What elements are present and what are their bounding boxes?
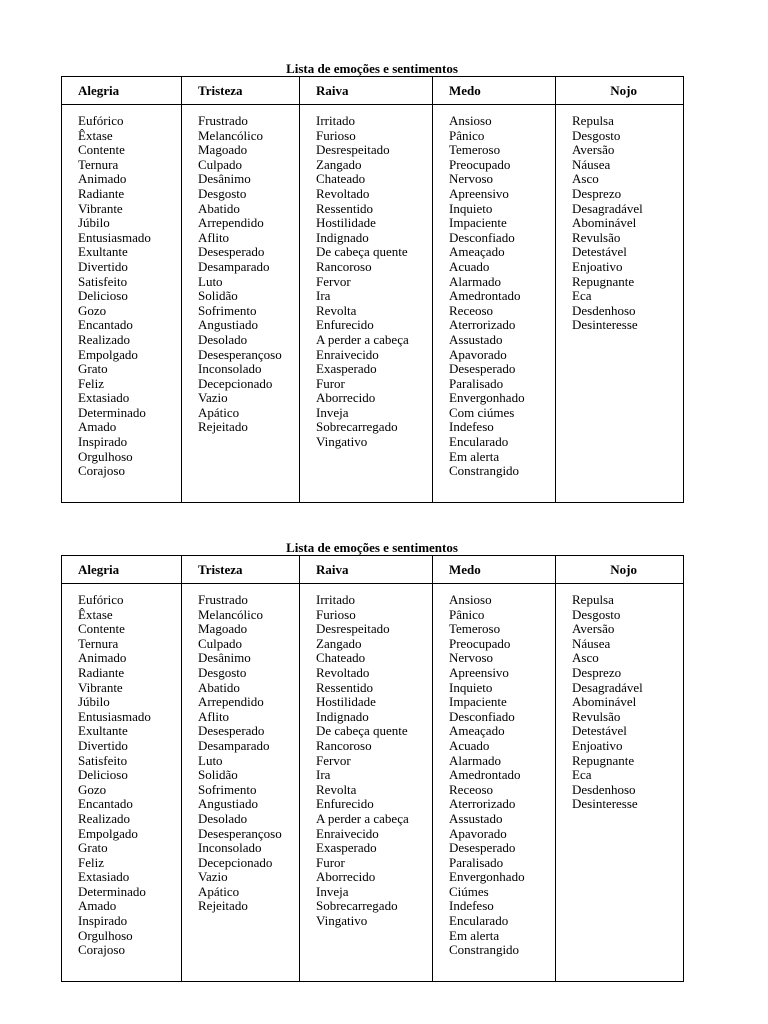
emotion-word: Determinado: [78, 404, 146, 420]
emotion-word: Sofrimento: [198, 302, 257, 318]
emotion-word: Divertido: [78, 258, 128, 274]
emotion-word: Êxtase: [78, 606, 113, 622]
emotion-word: Irritado: [316, 113, 355, 128]
emotion-word: Satisfeito: [78, 273, 128, 289]
emotion-word: Asco: [572, 171, 599, 187]
emotion-word: Sobrecarregado: [316, 898, 398, 914]
emotion-word: Hostilidade: [316, 694, 376, 710]
emotion-word: Melancólico: [198, 606, 263, 622]
emotion-word: Arrependido: [198, 215, 264, 231]
word-list-tristeza: [182, 584, 300, 982]
emotion-word: Rancoroso: [316, 737, 372, 753]
emotion-word: Aborrecido: [316, 869, 376, 885]
column-header-alegria: Alegria: [62, 556, 182, 584]
column-header-alegria: Alegria: [62, 77, 182, 105]
emotion-word: Radiante: [78, 185, 125, 201]
emotion-list-block-2: [61, 540, 683, 982]
emotion-word: Preocupado: [449, 156, 511, 172]
emotion-word: Aterrorizado: [449, 317, 516, 333]
emotion-word: Paralisado: [449, 375, 504, 391]
emotion-word: Furioso: [316, 606, 356, 622]
column-header-raiva: Raiva: [300, 556, 433, 584]
emotion-word: Vibrante: [78, 200, 123, 216]
emotion-word: Desprezo: [572, 185, 622, 201]
emotion-word: Aversão: [572, 621, 615, 637]
emotion-word: Abatido: [198, 679, 240, 695]
emotion-word: Encantado: [78, 317, 133, 333]
emotion-word: Rancoroso: [316, 258, 372, 274]
emotion-word: Desdenhoso: [572, 302, 636, 318]
emotion-word: Ciúmes: [449, 883, 489, 899]
emotion-word: Furor: [316, 854, 345, 870]
emotion-word: Ameaçado: [449, 723, 505, 739]
emotion-word: Inconsolado: [198, 840, 262, 856]
emotion-word: Realizado: [78, 331, 130, 347]
emotion-word: Repugnante: [572, 273, 635, 289]
emotion-word: Amedrontado: [449, 767, 521, 783]
emotion-word: Enjoativo: [572, 258, 623, 274]
emotion-word: Desagradável: [572, 679, 643, 695]
emotion-word: Grato: [78, 361, 108, 377]
emotion-word: Eufórico: [78, 113, 124, 128]
word-list-medo: [433, 105, 556, 503]
emotion-word: Assustado: [449, 331, 503, 347]
emotion-word: Exasperado: [316, 840, 377, 856]
emotion-word: Desamparado: [198, 258, 270, 274]
words-row: [62, 105, 684, 503]
emotion-word: Desolado: [198, 810, 248, 826]
emotion-word: Revolta: [316, 781, 357, 797]
emotion-word: A perder a cabeça: [316, 810, 409, 826]
emotion-word: Vingativo: [316, 913, 368, 929]
emotion-word: Desesperado: [449, 840, 516, 856]
emotion-table: [61, 76, 684, 503]
emotion-word: Impaciente: [449, 215, 507, 231]
emotion-word: Corajoso: [78, 463, 125, 479]
emotion-word: Angustiado: [198, 796, 258, 812]
emotion-word: Feliz: [78, 854, 104, 870]
emotion-word: Decepcionado: [198, 375, 273, 391]
emotion-word: Ira: [316, 288, 331, 304]
emotion-word: Desesperado: [198, 244, 265, 260]
emotion-word: Feliz: [78, 375, 104, 391]
column-header-tristeza: Tristeza: [182, 556, 300, 584]
emotion-word: De cabeça quente: [316, 244, 408, 260]
emotion-word: Encularado: [449, 913, 509, 929]
emotion-word: Empolgado: [78, 346, 138, 362]
emotion-word: Corajoso: [78, 942, 125, 958]
emotion-word: Desesperançoso: [198, 825, 282, 841]
emotion-word: A perder a cabeça: [316, 331, 409, 347]
emotion-word: Magoado: [198, 142, 248, 158]
emotion-word: Furor: [316, 375, 345, 391]
emotion-word: Rejeitado: [198, 898, 248, 914]
emotion-word: Melancólico: [198, 127, 263, 143]
emotion-word: Hostilidade: [316, 215, 376, 231]
emotion-word: Revoltado: [316, 664, 370, 680]
word-list-alegria: [62, 584, 182, 982]
list-title: Lista de emoções e sentimentos: [286, 61, 458, 76]
emotion-word: Em alerta: [449, 927, 500, 943]
emotion-word: Alarmado: [449, 752, 501, 768]
emotion-word: Nervoso: [449, 171, 494, 187]
emotion-word: Realizado: [78, 810, 130, 826]
emotion-word: Culpado: [198, 156, 243, 172]
emotion-word: Constrangido: [449, 942, 520, 958]
emotion-word: Desdenhoso: [572, 781, 636, 797]
emotion-word: Zangado: [316, 635, 362, 651]
emotion-word: Receoso: [449, 302, 494, 318]
emotion-word: Repulsa: [572, 113, 614, 128]
emotion-word: Temeroso: [449, 621, 501, 637]
emotion-word: Extasiado: [78, 390, 130, 406]
emotion-word: Ansioso: [449, 113, 492, 128]
emotion-word: Ressentido: [316, 200, 374, 216]
emotion-word: Inquieto: [449, 679, 493, 695]
emotion-table: [61, 555, 684, 982]
emotion-word: Gozo: [78, 302, 107, 318]
emotion-word: Animado: [78, 171, 127, 187]
emotion-word: Apavorado: [449, 825, 507, 841]
emotion-word: Luto: [198, 752, 223, 768]
emotion-word: Grato: [78, 840, 108, 856]
emotion-word: Êxtase: [78, 127, 113, 143]
emotion-word: Assustado: [449, 810, 503, 826]
emotion-word: Vazio: [198, 390, 228, 406]
emotion-word: Enraivecido: [316, 346, 379, 362]
emotion-word: Frustrado: [198, 113, 248, 128]
emotion-word: Asco: [572, 650, 599, 666]
emotion-word: Preocupado: [449, 635, 511, 651]
word-list-raiva: [300, 584, 433, 982]
emotion-word: Constrangido: [449, 463, 520, 479]
emotion-word: Ressentido: [316, 679, 374, 695]
emotion-word: Eca: [572, 767, 592, 783]
emotion-word: Envergonhado: [449, 869, 525, 885]
emotion-word: Desconfiado: [449, 229, 515, 245]
emotion-word: Aversão: [572, 142, 615, 158]
emotion-word: Determinado: [78, 883, 146, 899]
emotion-word: Aflito: [198, 708, 230, 724]
emotion-word: Desesperado: [449, 361, 516, 377]
emotion-word: Indignado: [316, 229, 369, 245]
emotion-word: Inspirado: [78, 913, 128, 929]
column-header-tristeza: Tristeza: [182, 77, 300, 105]
emotion-word: Inconsolado: [198, 361, 262, 377]
list-title: Lista de emoções e sentimentos: [286, 540, 458, 555]
emotion-word: Desesperançoso: [198, 346, 282, 362]
emotion-word: Inspirado: [78, 434, 128, 450]
emotion-word: Contente: [78, 142, 125, 158]
emotion-word: Solidão: [198, 767, 238, 783]
emotion-word: Aborrecido: [316, 390, 376, 406]
emotion-word: Apático: [198, 404, 240, 420]
emotion-word: Em alerta: [449, 448, 500, 464]
emotion-list-block-1: [61, 61, 683, 503]
emotion-word: Entusiasmado: [78, 229, 151, 245]
emotion-word: Furioso: [316, 127, 356, 143]
emotion-word: Orgulhoso: [78, 448, 133, 464]
emotion-word: Exultante: [78, 244, 128, 260]
emotion-word: Apavorado: [449, 346, 507, 362]
emotion-word: De cabeça quente: [316, 723, 408, 739]
emotion-word: Fervor: [316, 752, 351, 768]
emotion-word: Desgosto: [198, 664, 247, 680]
emotion-word: Repulsa: [572, 592, 614, 607]
emotion-word: Revoltado: [316, 185, 370, 201]
emotion-word: Zangado: [316, 156, 362, 172]
emotion-word: Divertido: [78, 737, 128, 753]
emotion-word: Magoado: [198, 621, 248, 637]
emotion-word: Alarmado: [449, 273, 501, 289]
emotion-word: Desprezo: [572, 664, 622, 680]
emotion-word: Indefeso: [449, 898, 494, 914]
emotion-word: Aterrorizado: [449, 796, 516, 812]
emotion-word: Contente: [78, 621, 125, 637]
emotion-word: Radiante: [78, 664, 125, 680]
emotion-word: Delicioso: [78, 288, 128, 304]
emotion-word: Apreensivo: [449, 185, 509, 201]
emotion-word: Ternura: [78, 635, 119, 651]
emotion-word: Irritado: [316, 592, 355, 607]
emotion-word: Solidão: [198, 288, 238, 304]
emotion-word: Pânico: [449, 606, 485, 622]
emotion-word: Desrespeitado: [316, 621, 390, 637]
emotion-word: Orgulhoso: [78, 927, 133, 943]
emotion-word: Desinteresse: [572, 317, 638, 333]
emotion-word: Impaciente: [449, 694, 507, 710]
emotion-word: Desinteresse: [572, 796, 638, 812]
emotion-word: Desolado: [198, 331, 248, 347]
emotion-word: Delicioso: [78, 767, 128, 783]
column-header-raiva: Raiva: [300, 77, 433, 105]
emotion-word: Acuado: [449, 258, 490, 274]
emotion-word: Fervor: [316, 273, 351, 289]
emotion-word: Angustiado: [198, 317, 258, 333]
emotion-word: Desânimo: [198, 171, 251, 187]
emotion-word: Abatido: [198, 200, 240, 216]
emotion-word: Eca: [572, 288, 592, 304]
column-header-nojo: Nojo: [556, 556, 684, 584]
emotion-word: Sobrecarregado: [316, 419, 398, 435]
emotion-word: Vingativo: [316, 434, 368, 450]
emotion-word: Revulsão: [572, 708, 621, 724]
emotion-word: Enfurecido: [316, 317, 374, 333]
emotion-word: Vazio: [198, 869, 228, 885]
column-header-medo: Medo: [433, 77, 556, 105]
emotion-word: Inquieto: [449, 200, 493, 216]
emotion-word: Amedrontado: [449, 288, 521, 304]
emotion-word: Amado: [78, 898, 117, 914]
emotion-word: Inveja: [316, 404, 349, 420]
emotion-word: Empolgado: [78, 825, 138, 841]
emotion-word: Náusea: [572, 635, 611, 651]
emotion-word: Revolta: [316, 302, 357, 318]
emotion-word: Ameaçado: [449, 244, 505, 260]
emotion-word: Chateado: [316, 650, 366, 666]
emotion-word: Luto: [198, 273, 223, 289]
emotion-word: Aflito: [198, 229, 230, 245]
emotion-word: Extasiado: [78, 869, 130, 885]
emotion-word: Abominável: [572, 215, 637, 231]
emotion-word: Acuado: [449, 737, 490, 753]
emotion-word: Pânico: [449, 127, 485, 143]
emotion-word: Enjoativo: [572, 737, 623, 753]
emotion-word: Júbilo: [78, 215, 110, 231]
emotion-word: Ternura: [78, 156, 119, 172]
emotion-word: Amado: [78, 419, 117, 435]
emotion-word: Ansioso: [449, 592, 492, 607]
word-list-medo: [433, 584, 556, 982]
emotion-word: Satisfeito: [78, 752, 128, 768]
emotion-word: Apático: [198, 883, 240, 899]
emotion-word: Nervoso: [449, 650, 494, 666]
emotion-word: Apreensivo: [449, 664, 509, 680]
emotion-word: Culpado: [198, 635, 243, 651]
word-list-alegria: [62, 105, 182, 503]
emotion-word: Gozo: [78, 781, 107, 797]
emotion-word: Com ciúmes: [449, 404, 515, 420]
word-list-raiva: [300, 105, 433, 503]
emotion-word: Desgosto: [198, 185, 247, 201]
emotion-word: Desagradável: [572, 200, 643, 216]
emotion-word: Desgosto: [572, 606, 621, 622]
column-header-medo: Medo: [433, 556, 556, 584]
header-row: [62, 77, 684, 105]
emotion-word: Receoso: [449, 781, 494, 797]
word-list-nojo: [556, 105, 684, 503]
emotion-word: Arrependido: [198, 694, 264, 710]
emotion-word: Animado: [78, 650, 127, 666]
emotion-word: Enraivecido: [316, 825, 379, 841]
emotion-word: Desconfiado: [449, 708, 515, 724]
words-row: [62, 584, 684, 982]
emotion-word: Náusea: [572, 156, 611, 172]
emotion-word: Indignado: [316, 708, 369, 724]
emotion-word: Exultante: [78, 723, 128, 739]
emotion-word: Desgosto: [572, 127, 621, 143]
emotion-word: Encularado: [449, 434, 509, 450]
emotion-word: Júbilo: [78, 694, 110, 710]
emotion-word: Chateado: [316, 171, 366, 187]
emotion-word: Indefeso: [449, 419, 494, 435]
emotion-word: Repugnante: [572, 752, 635, 768]
word-list-nojo: [556, 584, 684, 982]
word-list-tristeza: [182, 105, 300, 503]
emotion-word: Temeroso: [449, 142, 501, 158]
emotion-word: Inveja: [316, 883, 349, 899]
emotion-word: Detestável: [572, 723, 627, 739]
emotion-word: Frustrado: [198, 592, 248, 607]
emotion-word: Desrespeitado: [316, 142, 390, 158]
emotion-word: Paralisado: [449, 854, 504, 870]
emotion-word: Desesperado: [198, 723, 265, 739]
emotion-word: Revulsão: [572, 229, 621, 245]
emotion-word: Vibrante: [78, 679, 123, 695]
emotion-word: Detestável: [572, 244, 627, 260]
emotion-word: Abominável: [572, 694, 637, 710]
emotion-word: Desânimo: [198, 650, 251, 666]
emotion-word: Sofrimento: [198, 781, 257, 797]
emotion-word: Rejeitado: [198, 419, 248, 435]
emotion-word: Entusiasmado: [78, 708, 151, 724]
emotion-word: Ira: [316, 767, 331, 783]
emotion-word: Envergonhado: [449, 390, 525, 406]
emotion-word: Eufórico: [78, 592, 124, 607]
emotion-word: Decepcionado: [198, 854, 273, 870]
emotion-word: Desamparado: [198, 737, 270, 753]
column-header-nojo: Nojo: [556, 77, 684, 105]
emotion-word: Enfurecido: [316, 796, 374, 812]
emotion-word: Encantado: [78, 796, 133, 812]
header-row: [62, 556, 684, 584]
emotion-word: Exasperado: [316, 361, 377, 377]
